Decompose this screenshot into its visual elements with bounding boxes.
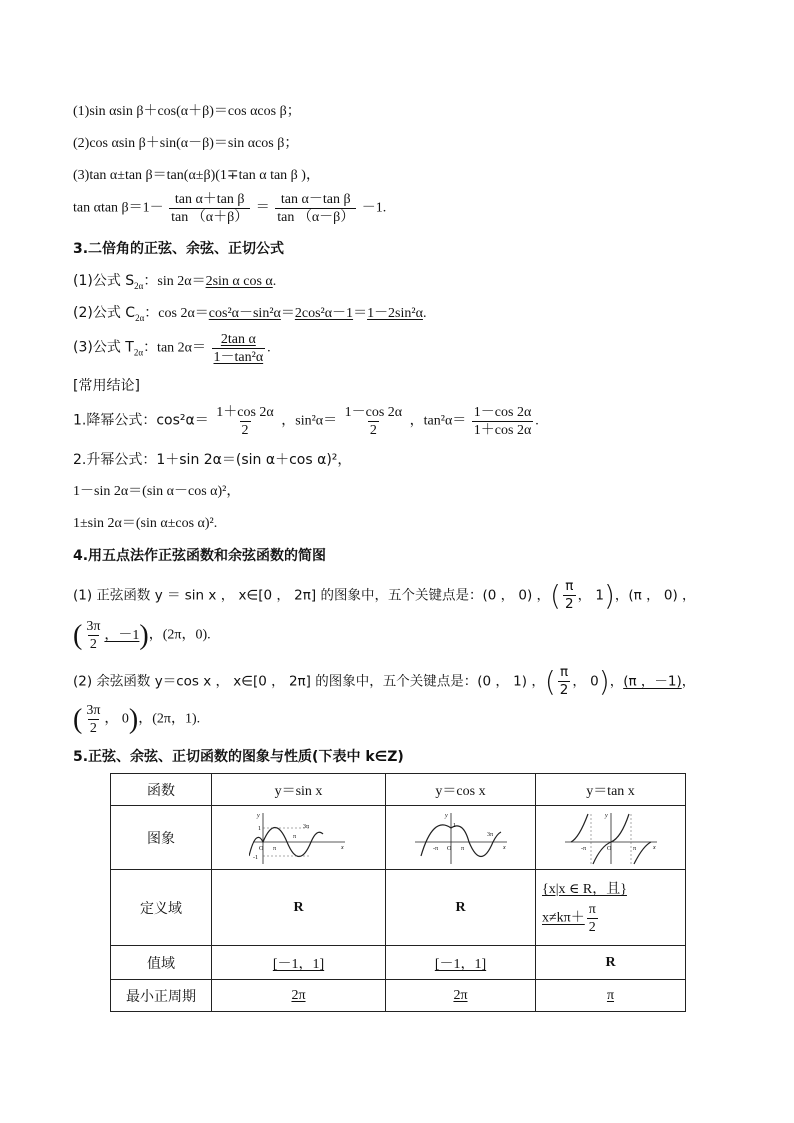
row-label-domain: 定义域	[111, 870, 212, 946]
period-cos: 2π	[386, 980, 536, 1012]
row-label-period: 最小正周期	[111, 980, 212, 1012]
sin-graph	[212, 806, 386, 870]
power-raising-formula: 2.升幂公式：1＋sin 2α＝(sin α＋cos α)²，	[73, 452, 352, 468]
fraction: $\frac{\text{2tan α}}{\text{1－tan²α}}$	[213, 332, 264, 365]
row-label-range: 值域	[111, 946, 212, 980]
formula-line-1: (1)sin αsin β＋cos(α＋β)＝cos αcos β；	[73, 104, 301, 119]
formula-line-3: (3)tan α±tan β＝tan(α±β)(1∓tan α tan β )，	[73, 168, 320, 183]
fraction: $\frac{1-\cos 2\alpha}{1+\cos 2\alpha}$	[473, 405, 532, 438]
header-sin: y＝sin x	[212, 774, 386, 806]
range-tan: R	[536, 946, 686, 980]
svg-text:1: 1	[452, 822, 456, 829]
header-function: 函数	[111, 774, 212, 806]
svg-text:π: π	[292, 833, 296, 840]
trig-properties-table	[110, 773, 686, 1012]
power-raising-formula-2: 1－sin 2α＝(sin α－cos α)²，	[73, 484, 241, 499]
svg-text:-π: -π	[432, 845, 438, 852]
svg-text:-π: -π	[580, 845, 586, 852]
domain-tan: {x|x ∈ R，且} x≠kπ＋ $\frac{\pi}{2}$	[536, 870, 686, 946]
domain-cos: R	[386, 870, 536, 946]
svg-text:3π: 3π	[302, 823, 309, 830]
svg-text:O: O	[258, 845, 263, 852]
svg-text:O: O	[446, 845, 451, 852]
power-raising-formula-3: 1±sin 2α＝(sin α±cos α)².	[73, 516, 218, 531]
header-tan: y＝tan x	[536, 774, 686, 806]
section-4-heading: 4.用五点法作正弦函数和余弦函数的简图	[73, 548, 327, 564]
sine-five-points: (1) 正弦函数 y ＝ sin x ， x∈[0 ， 2π] 的图象中，五个关键点是：(0 ， 0) ，( $\frac{\pi}{2}$ ， 1)，(π ， 0) ，	[73, 578, 696, 612]
row-label-graph: 图象	[111, 806, 212, 870]
svg-text:x: x	[340, 844, 344, 851]
svg-text:3π: 3π	[486, 831, 493, 838]
section-5-heading: 5.正弦、余弦、正切函数的图象与性质(下表中 k∈Z)	[73, 749, 404, 765]
tan-graph	[536, 806, 686, 870]
header-cos: y＝cos x	[386, 774, 536, 806]
period-tan: π	[536, 980, 686, 1012]
fraction: $\frac{1+\cos 2\alpha}{2}$	[216, 405, 274, 438]
c2a-formula: (2)公式 $C_{2\alpha}$：cos 2α＝cos²α－sin²α＝2cos²α－1＝1－2sin²α.	[73, 305, 427, 323]
svg-text:π: π	[632, 845, 636, 852]
svg-text:x: x	[502, 844, 506, 851]
section-3-heading: 3.二倍角的正弦、余弦、正切公式	[73, 241, 285, 257]
svg-text:-1: -1	[252, 854, 258, 861]
cosine-five-points-cont: ( $\frac{3\pi}{2}$ ， 0)，(2π，1).	[73, 703, 201, 736]
cos-graph	[386, 806, 536, 870]
range-sin: [－1，1]	[212, 946, 386, 980]
t2a-formula: (3)公式 $T_{2\alpha}$：tan 2α＝ $\frac{\text{2tan α}}{\text{1－tan²α}}$ .	[73, 332, 271, 365]
svg-text:y: y	[256, 812, 260, 819]
period-sin: 2π	[212, 980, 386, 1012]
formula-line-4: tan αtan β＝1－ $\frac{\text{tan α＋tan β}}{\tan (\alpha+\beta)}$ ＝ $\frac{\text{tan α－tan β}}{\tan (\alpha-\beta)}$ －1.	[73, 192, 387, 225]
fraction: $\frac{\text{tan α＋tan β}}{\tan (\alpha+\beta)}$	[171, 192, 249, 225]
sine-five-points-cont: ( $\frac{3\pi}{2}$ ，－1)，(2π，0).	[73, 619, 211, 652]
svg-text:π: π	[272, 845, 276, 852]
svg-text:y: y	[604, 812, 608, 819]
formula-line-2: (2)cos αsin β＋sin(α－β)＝sin αcos β；	[73, 136, 299, 151]
power-reduction-formula: 1.降幂公式：cos²α＝ $\frac{1+\cos 2\alpha}{2}$ ，sin²α＝ $\frac{1-\cos 2\alpha}{2}$ ，tan²α＝ $\frac{1-\cos 2\alpha}{1+\cos 2\alpha}$ .	[73, 405, 539, 438]
svg-text:1: 1	[257, 825, 261, 832]
svg-text:y: y	[444, 812, 448, 819]
range-cos: [－1，1]	[386, 946, 536, 980]
common-conclusions-label: [常用结论]	[73, 378, 140, 394]
svg-text:O: O	[606, 845, 611, 852]
fraction: $\frac{\text{tan α－tan β}}{\tan (\alpha-\beta)}$	[277, 192, 355, 225]
svg-text:π: π	[460, 845, 464, 852]
fraction: $\frac{1-\cos 2\alpha}{2}$	[344, 405, 403, 438]
domain-sin: R	[212, 870, 386, 946]
s2a-formula: (1)公式 $S_{2\alpha}$：sin 2α＝2sin α cos α.	[73, 273, 277, 291]
svg-text:x: x	[652, 844, 656, 851]
cosine-five-points: (2) 余弦函数 y＝cos x ， x∈[0 ， 2π] 的图象中，五个关键点是：(0 ， 1) ，( $\frac{\pi}{2}$ ， 0)，(π ，－1)，	[73, 664, 696, 698]
